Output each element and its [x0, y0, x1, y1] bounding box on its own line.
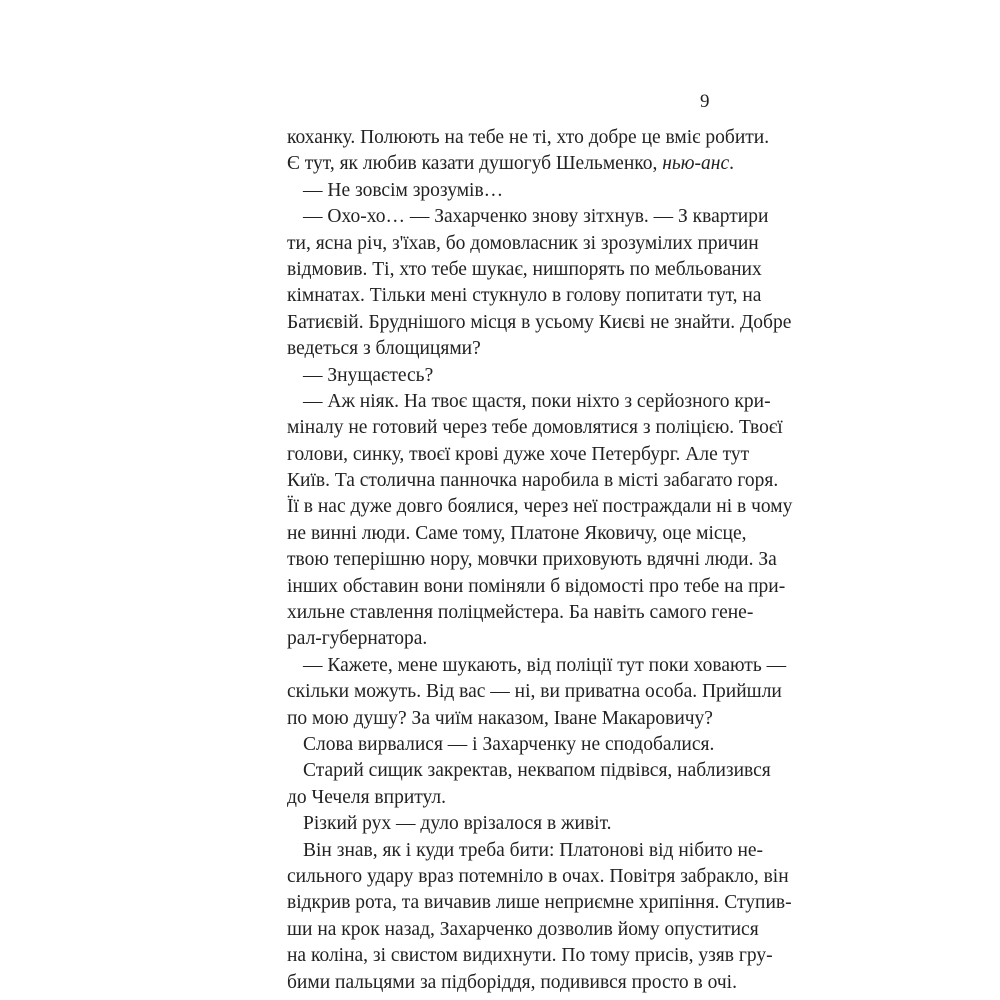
text-line-content: Він знав, як і куди треба бити: Платонові від нібито не- — [303, 839, 764, 861]
text-line — [287, 257, 762, 283]
text-line — [287, 970, 737, 996]
text-line — [287, 758, 771, 784]
text-line — [287, 626, 713, 652]
text-line-content: інших обставин вони поміняли б відомості про тебе на при- — [287, 575, 786, 597]
text-line — [287, 600, 754, 626]
text-line-content: ведеться з блощицями? — [287, 338, 481, 360]
text-line-content: хильне ставлення поліцмейстера. Ба навіть самого гене- — [287, 602, 754, 624]
text-line — [287, 706, 713, 732]
text-line-content: Слова вирвалися — і Захарченку не сподобалися. — [303, 733, 715, 755]
text-line-content: на коліна, зі свистом видихнути. По тому присів, узяв гру- — [287, 945, 773, 967]
italic-word: нью-анс — [662, 153, 730, 175]
page-number: 9 — [700, 91, 710, 112]
text-line — [287, 389, 771, 415]
text-line — [287, 890, 792, 916]
text-line — [287, 864, 789, 890]
text-line-tail: . — [729, 153, 734, 175]
text-line-content: до Чечеля впритул. — [287, 786, 447, 808]
text-line-content: ти, ясна річ, з'їхав, бо домовласник зі зрозумілих причин — [287, 232, 759, 254]
text-line — [287, 653, 787, 679]
text-line — [287, 785, 713, 811]
text-line-content: сильного удару враз потемніло в очах. Повітря забракло, він — [287, 865, 789, 887]
text-line-content: голови, синку, твоєї крові дуже хоче Петербург. Але тут — [287, 443, 750, 465]
text-line — [287, 283, 762, 309]
text-line — [287, 231, 759, 257]
text-line — [287, 442, 750, 468]
text-line-content: не винні люди. Саме тому, Платоне Яковичу, оце місце, — [287, 522, 747, 544]
text-line — [287, 917, 759, 943]
text-line — [287, 204, 769, 230]
text-line — [287, 310, 792, 336]
text-line-content: скільки можуть. Від вас — ні, ви приватна особа. Прийшли — [287, 681, 782, 703]
text-line-content: коханку. Полюють на тебе не ті, хто добре це вміє робити. — [287, 127, 770, 148]
text-line — [287, 336, 713, 362]
text-line-content: Її в нас дуже довго боялися, через неї постраждали ні в чому — [287, 496, 793, 518]
text-line — [287, 679, 782, 705]
text-line — [287, 468, 779, 494]
text-line — [287, 838, 764, 864]
text-line — [287, 494, 793, 520]
text-line-content: Старий сищик закректав, неквапом підвівся, наблизився — [303, 760, 771, 782]
text-line-content: відкрив рота, та вичавив лише неприємне хрипіння. Ступив- — [287, 892, 792, 914]
text-line-content: Є тут, як любив казати душогуб Шельменко, — [287, 153, 663, 175]
text-line-content: твою теперішню нору, мовчки приховують вдячні люди. За — [287, 549, 777, 571]
text-line-content: — Аж ніяк. На твоє щастя, поки ніхто з серйозного кри- — [303, 390, 771, 412]
text-line — [287, 574, 786, 600]
text-line-content: Батиєвій. Бруднішого місця в усьому Києві не знайти. Добре — [287, 311, 792, 333]
text-line-content: Різкий рух — дуло врізалося в живіт. — [303, 813, 612, 835]
text-line — [287, 363, 713, 389]
text-line-content: по мою душу? За чиїм наказом, Іване Макаровичу? — [287, 707, 713, 729]
text-line-content: — Охо-хо… — Захарченко знову зітхнув. — З квартири — [303, 206, 769, 228]
text-line-content: — Не зовсім зрозумів… — [303, 179, 504, 201]
text-line-content: бими пальцями за підборіддя, подивився просто в очі. — [287, 971, 737, 993]
text-line — [287, 125, 770, 151]
text-line — [287, 151, 734, 177]
text-line-content: — Кажете, мене шукають, від поліції тут поки ховають — — [303, 654, 787, 676]
text-line — [287, 178, 713, 204]
text-line — [287, 811, 713, 837]
text-line-content: кімнатах. Тільки мені стукнуло в голову попитати тут, на — [287, 285, 762, 307]
text-line — [287, 547, 777, 573]
text-line-content: — Знущаєтесь? — [303, 364, 434, 386]
text-line — [287, 521, 747, 547]
text-line — [287, 732, 713, 758]
body-text — [287, 125, 793, 996]
text-line — [287, 415, 783, 441]
text-line-content: рал-губернатора. — [287, 628, 428, 650]
text-line-content: Київ. Та столична панночка наробила в місті забагато горя. — [287, 470, 779, 492]
text-line-content: ши на крок назад, Захарченко дозволив йому опуститися — [287, 918, 759, 940]
text-line-content: міналу не готовий через тебе домовлятися з поліцією. Твоєї — [287, 417, 783, 439]
text-line — [287, 943, 773, 969]
text-line-content: відмовив. Ті, хто тебе шукає, нишпорять по мебльованих — [287, 258, 762, 280]
